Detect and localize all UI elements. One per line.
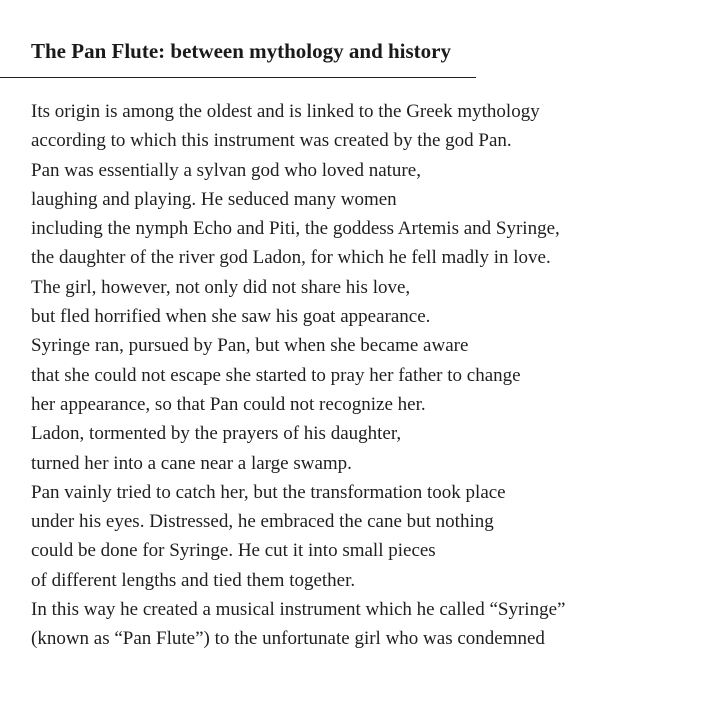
text-line: In this way he created a musical instrument which he called “Syringe” <box>31 599 566 621</box>
text-line: The girl, however, not only did not share his love, <box>31 276 411 298</box>
text-line: Pan vainly tried to catch her, but the transformation took place <box>31 481 506 503</box>
text-line: could be done for Syringe. He cut it into small pieces <box>31 540 436 562</box>
text-line: Ladon, tormented by the prayers of his daughter, <box>31 423 402 445</box>
text-line: including the nymph Echo and Piti, the goddess Artemis and Syringe, <box>31 218 560 240</box>
text-line: under his eyes. Distressed, he embraced the cane but nothing <box>31 511 494 533</box>
text-line: but fled horrified when she saw his goat appearance. <box>31 306 431 328</box>
text-line: Its origin is among the oldest and is linked to the Greek mythology <box>31 101 540 122</box>
text-line: laughing and playing. He seduced many women <box>31 188 397 210</box>
document-title: The Pan Flute: between mythology and history <box>31 39 451 63</box>
text-line: according to which this instrument was created by the god Pan. <box>31 130 512 152</box>
text-line: the daughter of the river god Ladon, for which he fell madly in love. <box>31 247 551 269</box>
text-line: that she could not escape she started to pray her father to change <box>31 364 521 386</box>
text-line: (known as “Pan Flute”) to the unfortunate girl who was condemned <box>31 628 545 650</box>
text-line: turned her into a cane near a large swamp. <box>31 452 352 474</box>
text-line: Pan was essentially a sylvan god who loved nature, <box>31 159 421 181</box>
body-text <box>31 97 701 654</box>
title-divider <box>0 77 476 78</box>
text-line: Syringe ran, pursued by Pan, but when she became aware <box>31 335 469 357</box>
text-line: her appearance, so that Pan could not recognize her. <box>31 393 426 415</box>
text-line: of different lengths and tied them together. <box>31 569 356 591</box>
